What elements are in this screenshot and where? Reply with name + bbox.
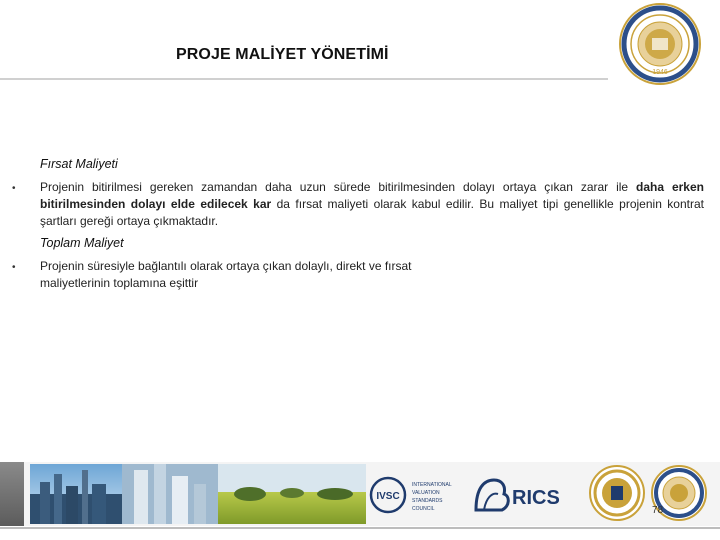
ivsc-logo (368, 470, 468, 520)
bullet-marker: • (12, 262, 16, 273)
gold-seal-logo (588, 464, 646, 522)
text-line: Projenin süresiyle bağlantılı olarak ortaya çıkan dolaylı, direkt ve fırsat (40, 259, 412, 273)
header-divider (0, 78, 608, 80)
text-part: da fırsat maliyeti olarak kabul edilir. Bu maliyet tipi genellikle projenin kontrat şartları gereği ortaya çıkmaktadır. (40, 197, 704, 228)
ivsc-logo-text: IVSC (376, 491, 400, 502)
text-line: maliyetlerinin toplamına eşittir (40, 276, 199, 290)
bullet-marker: • (12, 183, 16, 194)
university-seal-logo (618, 2, 702, 86)
rics-logo (470, 470, 580, 520)
section-text-firsat (40, 179, 704, 230)
section-heading-firsat: Fırsat Maliyeti (40, 157, 118, 171)
rics-logo-text: RICS (512, 487, 560, 509)
seal-year-text: 1946 (652, 69, 668, 76)
page-title: PROJE MALİYET YÖNETİMİ (176, 46, 389, 63)
ivsc-sub-text: INTERNATIONAL (412, 482, 452, 488)
ivsc-sub-text: STANDARDS (412, 498, 443, 504)
section-heading-toplam: Toplam Maliyet (40, 236, 124, 250)
ivsc-sub-text: COUNCIL (412, 506, 435, 512)
ivsc-sub-text: VALUATION (412, 490, 440, 496)
page-number: 78 (652, 505, 664, 516)
city-skyline-image (30, 464, 366, 524)
text-part-bold: daha erken bitirilmesinden dolayı elde edilecek kar (40, 180, 704, 211)
footer-divider (0, 527, 720, 529)
footer-left-bar (0, 462, 24, 526)
text-part: Projenin bitirilmesi gereken zamandan daha uzun sürede bitirilmesinden dolayı ortaya çıkan zarar ile (40, 180, 637, 194)
section-text-toplam (40, 258, 704, 292)
